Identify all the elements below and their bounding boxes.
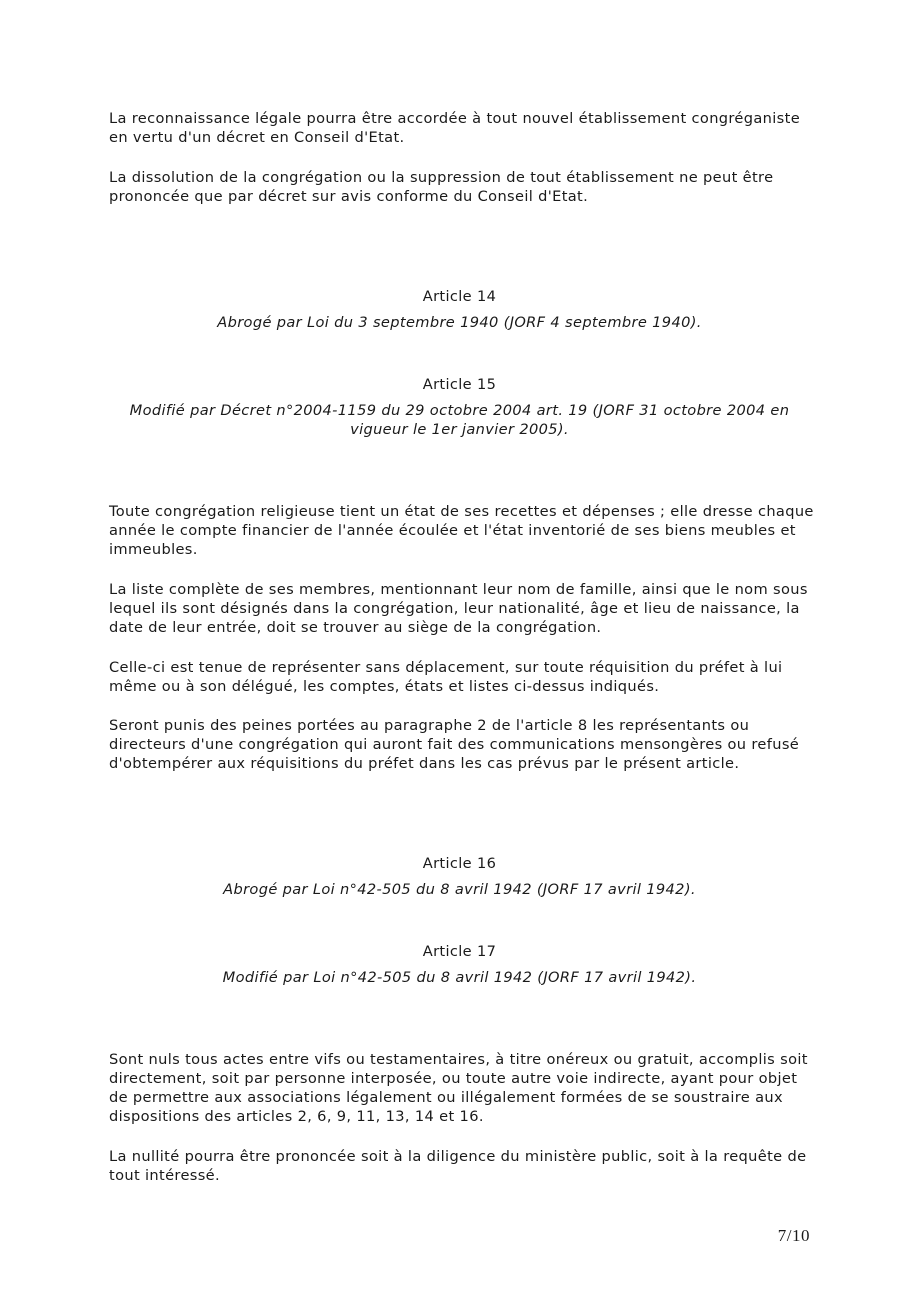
- article-16-title: Article 16: [422, 855, 497, 872]
- paragraph-text: Seront punis des peines portées au paragraphe 2 de l'article 8 les représentants ou directeurs d'une congrégation qui auront fait des communications mensongères ou refusé d'obtempérer aux réquisitions du préfet dans les cas prévus par le présent article.: [109, 717, 800, 772]
- paragraph-text: Toute congrégation religieuse tient un état de ses recettes et dépenses ; elle dresse chaque année le compte financier de l'année écoulée et l'état inventorié de ses biens meubles et immeubles.: [109, 503, 814, 558]
- paragraph: [109, 1050, 814, 1126]
- paragraph-text: La reconnaissance légale pourra être accordée à tout nouvel établissement congréganiste en vertu d'un décret en Conseil d'Etat.: [109, 110, 801, 146]
- paragraph: [109, 168, 814, 206]
- paragraph: [109, 716, 814, 773]
- paragraph-text: La nullité pourra être prononcée soit à la diligence du ministère public, soit à la requête de tout intéressé.: [109, 1148, 807, 1184]
- article-14-note: Abrogé par Loi du 3 septembre 1940 (JORF 4 septembre 1940).: [217, 314, 702, 331]
- article-17-note: Modifié par Loi n°42-505 du 8 avril 1942 (JORF 17 avril 1942).: [222, 969, 697, 986]
- paragraph: [109, 109, 814, 147]
- article-16-note: Abrogé par Loi n°42-505 du 8 avril 1942 (JORF 17 avril 1942).: [223, 881, 696, 898]
- paragraph: [109, 1147, 814, 1185]
- paragraph: [109, 502, 814, 559]
- paragraph: [109, 658, 814, 696]
- paragraph-text: La dissolution de la congrégation ou la suppression de tout établissement ne peut être prononcée que par décret sur avis conforme du Conseil d'Etat.: [109, 169, 774, 205]
- article-14-title: Article 14: [422, 288, 497, 305]
- paragraph-text: Sont nuls tous actes entre vifs ou testamentaires, à titre onéreux ou gratuit, accomplis soit directement, soit par personne interposée, ou toute autre voie indirecte, ayant pour objet de permettre aux associations légalement ou illégalement formées de se soustraire aux dispositions des articles 2, 6, 9, 11, 13, 14 et 16.: [109, 1051, 808, 1125]
- paragraph-text: Celle-ci est tenue de représenter sans déplacement, sur toute réquisition du préfet à lui même ou à son délégué, les comptes, états et listes ci-dessus indiqués.: [109, 659, 783, 695]
- paragraph-text: La liste complète de ses membres, mentionnant leur nom de famille, ainsi que le nom sous lequel ils sont désignés dans la congrégation, leur nationalité, âge et lieu de naissance, la date de leur entrée, doit se trouver au siège de la congrégation.: [109, 581, 808, 636]
- paragraph: [109, 580, 814, 637]
- article-15-note: Modifié par Décret n°2004-1159 du 29 octobre 2004 art. 19 (JORF 31 octobre 2004 en vigueur le 1er janvier 2005).: [129, 402, 790, 438]
- page-number: 7/10: [777, 1226, 810, 1245]
- article-15-title: Article 15: [422, 376, 497, 393]
- article-17-title: Article 17: [422, 943, 497, 960]
